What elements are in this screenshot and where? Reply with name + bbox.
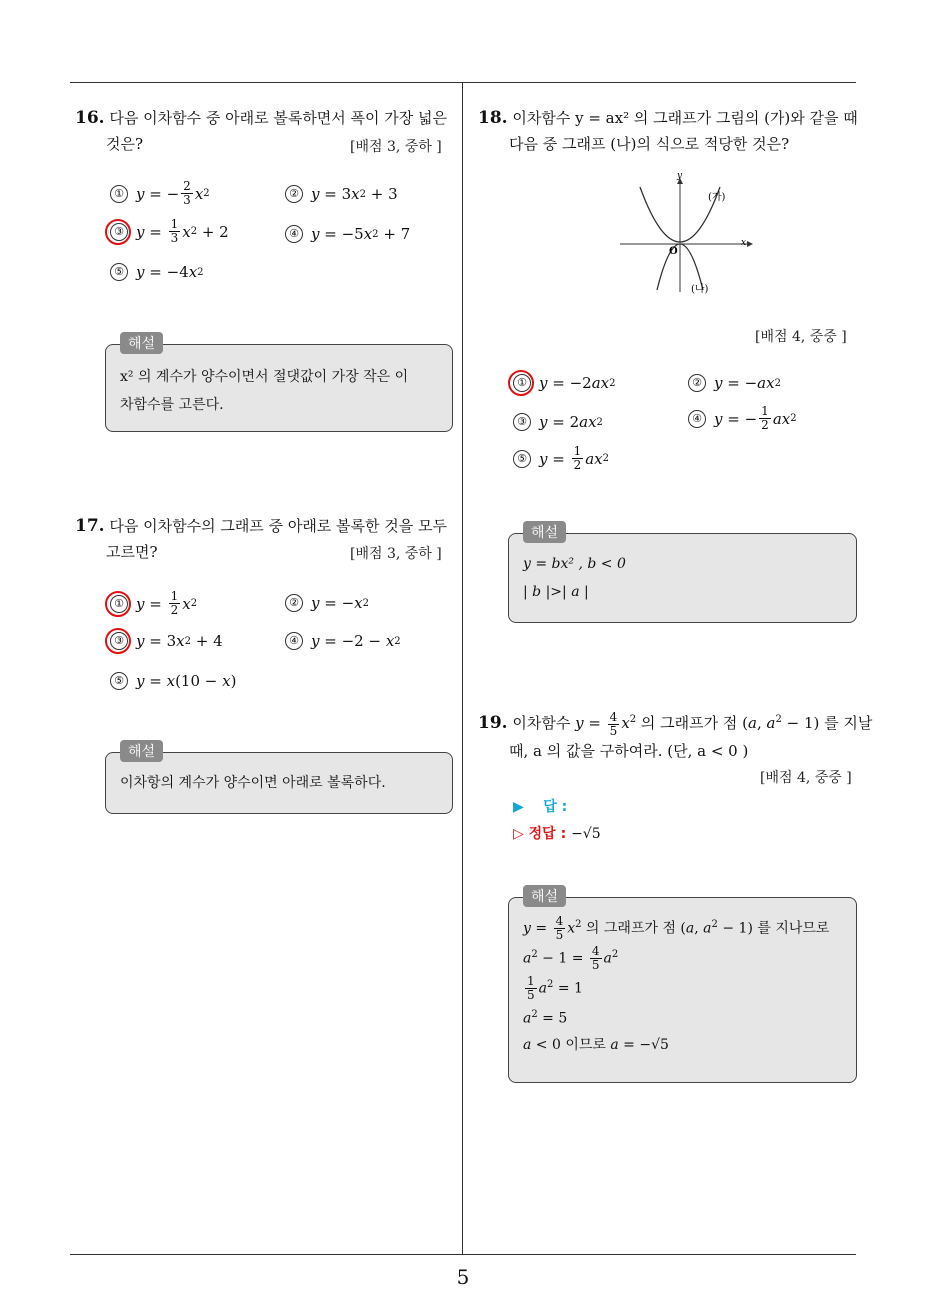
selected-mark — [105, 219, 131, 245]
question-19: 19. 이차함수 y = $\frac{4}{5}$ $x^2$ 의 그래프가 점 (a, $a^2 - 1$) 를 지날 때, a 의 값을 구하여라. (단, a < 0 ) — [478, 707, 863, 764]
question-18 — [478, 105, 863, 157]
x-axis-label: x — [741, 238, 747, 248]
top-rule — [70, 82, 856, 83]
selected-mark — [105, 628, 131, 654]
option-number: ① — [110, 185, 128, 203]
option-number: ⑤ — [513, 450, 531, 468]
question-text: 다음 이차함수 중 아래로 볼록하면서 폭이 가장 넓은 — [109, 109, 448, 127]
triangle-outline-icon: ▷ — [513, 826, 524, 842]
option-3[interactable]: ③ y = 3 x 2 + 4 — [110, 632, 223, 650]
option-1[interactable]: ① y = −2 ax 2 — [513, 374, 615, 392]
selected-mark — [508, 370, 534, 396]
option-number: ④ — [688, 410, 706, 428]
explanation-line: $\frac{1}{5}$ $a^2 = 1$ — [527, 974, 583, 1003]
option-number: ② — [285, 185, 303, 203]
question-text: 이차함수 y = ax² 의 그래프가 그림의 (가)와 같을 때 — [512, 109, 858, 127]
option-5[interactable]: ⑤ y = x (10 − x ) — [110, 672, 236, 690]
explanation-tab: 해설 — [523, 521, 566, 543]
option-1[interactable]: ① y = − $\frac{2}{3}$ x 2 — [110, 180, 210, 207]
option-number: ④ — [285, 225, 303, 243]
score-meta: [배점 3, 중하 ] — [350, 546, 442, 562]
graph-label-ga: (가) — [708, 192, 726, 203]
option-4[interactable]: ④ y = −2 − x 2 — [285, 632, 401, 650]
correct-value: −√5 — [571, 826, 601, 842]
score-meta: [배점 4, 중중 ] — [755, 329, 847, 345]
column-divider — [462, 82, 463, 1254]
explanation-line: x² 의 계수가 양수이면서 절댓값이 가장 작은 이 — [120, 369, 409, 385]
explanation-tab: 해설 — [120, 740, 163, 762]
explanation-line: $a^2 - 1$ = $\frac{4}{5}$ $a^2$ — [523, 944, 619, 973]
question-number: 18. — [478, 108, 508, 128]
option-5[interactable]: ⑤ y = $\frac{1}{2}$ ax 2 — [513, 445, 609, 472]
answer-label: 답 : — [543, 799, 568, 815]
y-axis-label: y — [677, 172, 683, 181]
question-number: 17. — [75, 516, 105, 536]
explanation-box — [105, 336, 453, 432]
question-number: 16. — [75, 108, 105, 128]
option-number: ② — [688, 374, 706, 392]
option-number: ⑤ — [110, 672, 128, 690]
option-number: ① — [110, 595, 128, 613]
explanation-line: y = $\frac{4}{5}$ $x^2$ 의 그래프가 점 (a, $a^2 - 1$) 를 지나므로 — [523, 914, 830, 943]
option-2[interactable]: ② y = 3 x 2 + 3 — [285, 185, 398, 203]
explanation-box — [508, 889, 857, 1083]
option-3[interactable]: ③ y = $\frac{1}{3}$ x 2 + 2 — [110, 218, 229, 245]
option-3[interactable]: ③ y = 2 ax 2 — [513, 413, 603, 431]
option-number: ⑤ — [110, 263, 128, 281]
option-4[interactable]: ④ y = −5 x 2 + 7 — [285, 225, 410, 243]
option-2[interactable]: ② y = − ax 2 — [688, 374, 781, 392]
explanation-line: 이차항의 계수가 양수이면 아래로 볼록하다. — [120, 775, 386, 791]
explanation-box — [105, 744, 453, 814]
explanation-line: a < 0 이므로 a = −√5 — [523, 1037, 669, 1054]
answer-row[interactable] — [513, 796, 567, 816]
page-number: 5 — [456, 1265, 470, 1289]
correct-answer-row — [513, 823, 601, 843]
option-5[interactable]: ⑤ y = −4 x 2 — [110, 263, 204, 281]
selected-mark — [105, 591, 131, 617]
option-number: ③ — [110, 223, 128, 241]
explanation-line: | b |>| a | — [523, 584, 589, 600]
explanation-box — [508, 525, 857, 623]
question-text: 다음 이차함수의 그래프 중 아래로 볼록한 것을 모두 — [109, 517, 448, 535]
option-number: ③ — [513, 413, 531, 431]
option-number: ④ — [285, 632, 303, 650]
correct-label: 정답 : — [528, 826, 567, 842]
bottom-rule — [70, 1254, 856, 1255]
graph-label-na: (나) — [691, 284, 709, 295]
parabola-graph — [615, 172, 755, 297]
option-1[interactable]: ① y = $\frac{1}{2}$ x 2 — [110, 590, 197, 617]
question-text: 때, a 의 값을 구하여라. (단, a < 0 ) — [509, 741, 749, 760]
question-number: 19. — [478, 713, 508, 733]
question-text: 고르면? — [106, 543, 158, 561]
option-4[interactable]: ④ y = − $\frac{1}{2}$ ax 2 — [688, 405, 797, 432]
option-number: ① — [513, 374, 531, 392]
score-meta: [배점 3, 중하 ] — [350, 139, 442, 155]
question-text: 다음 중 그래프 (나)의 식으로 적당한 것은? — [509, 135, 790, 153]
explanation-line: y = bx² , b < 0 — [523, 556, 626, 572]
option-2[interactable]: ② y = − x 2 — [285, 594, 369, 612]
play-icon: ▶ — [513, 799, 524, 815]
explanation-line: 차함수를 고른다. — [120, 397, 224, 413]
explanation-line: $a^2 = 5$ — [523, 1009, 568, 1028]
question-text: 것은? — [106, 135, 144, 153]
option-number: ③ — [110, 632, 128, 650]
origin-label: O — [669, 246, 678, 257]
explanation-tab: 해설 — [523, 885, 566, 907]
explanation-tab: 해설 — [120, 332, 163, 354]
option-number: ② — [285, 594, 303, 612]
score-meta: [배점 4, 중중 ] — [760, 770, 852, 786]
